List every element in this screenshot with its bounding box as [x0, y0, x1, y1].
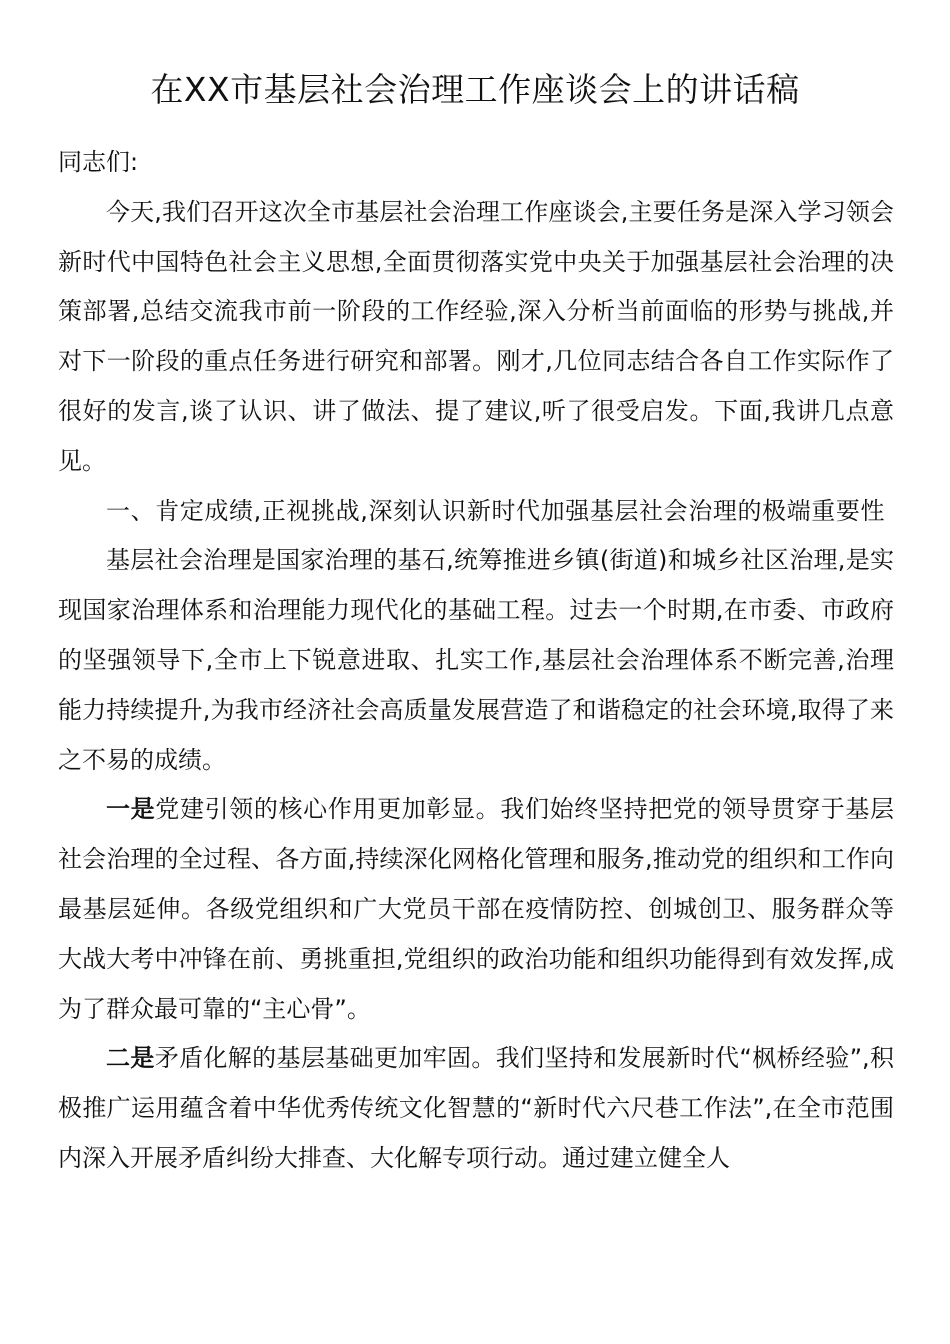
section-heading-1: 一、肯定成绩,正视挑战,深刻认识新时代加强基层社会治理的极端重要性 — [106, 496, 886, 525]
document-title: 在XX市基层社会治理工作座谈会上的讲话稿 — [150, 70, 800, 109]
salutation: 同志们: — [58, 148, 139, 176]
point-two-lead: 二是 — [106, 1044, 155, 1073]
paragraph-foundation: 基层社会治理是国家治理的基石,统筹推进乡镇(街道)和城乡社区治理,是实现国家治理体系和治理能力现代化的基础工程。过去一个时期,在市委、市政府的坚强领导下,全市上下锐意进取、扎实工作,基层社会治理体系不断完善,治理能力持续提升,为我市经济社会高质量发展营造了和谐稳定的社会环境,取得了来之不易的成绩。 — [58, 546, 894, 774]
point-two-text: 矛盾化解的基层基础更加牢固。我们坚持和发展新时代“枫桥经验”,积极推广运用蕴含着中华优秀传统文化智慧的“新时代六尺巷工作法”,在全市范围内深入开展矛盾纠纷大排查、大化解专项行动。通过建立健全人 — [58, 1044, 894, 1172]
point-one-lead: 一是 — [106, 795, 156, 824]
point-one-text: 党建引领的核心作用更加彰显。我们始终坚持把党的领导贯穿于基层社会治理的全过程、各方面,持续深化网格化管理和服务,推动党的组织和工作向最基层延伸。各级党组织和广大党员干部在疫情防控、创城创卫、服务群众等大战大考中冲锋在前、勇挑重担,党组织的政治功能和组织功能得到有效发挥,成为了群众最可靠的“主心骨”。 — [58, 795, 895, 1023]
paragraph-opening: 今天,我们召开这次全市基层社会治理工作座谈会,主要任务是深入学习领会新时代中国特色社会主义思想,全面贯彻落实党中央关于加强基层社会治理的决策部署,总结交流我市前一阶段的工作经验,深入分析当前面临的形势与挑战,并对下一阶段的重点任务进行研究和部署。刚才,几位同志结合各自工作实际作了很好的发言,谈了认识、讲了做法、提了建议,听了很受启发。下面,我讲几点意见。 — [58, 197, 894, 475]
document-body — [58, 138, 894, 1184]
paragraph-point-one — [58, 785, 894, 1034]
paragraph-point-two — [58, 1034, 894, 1183]
